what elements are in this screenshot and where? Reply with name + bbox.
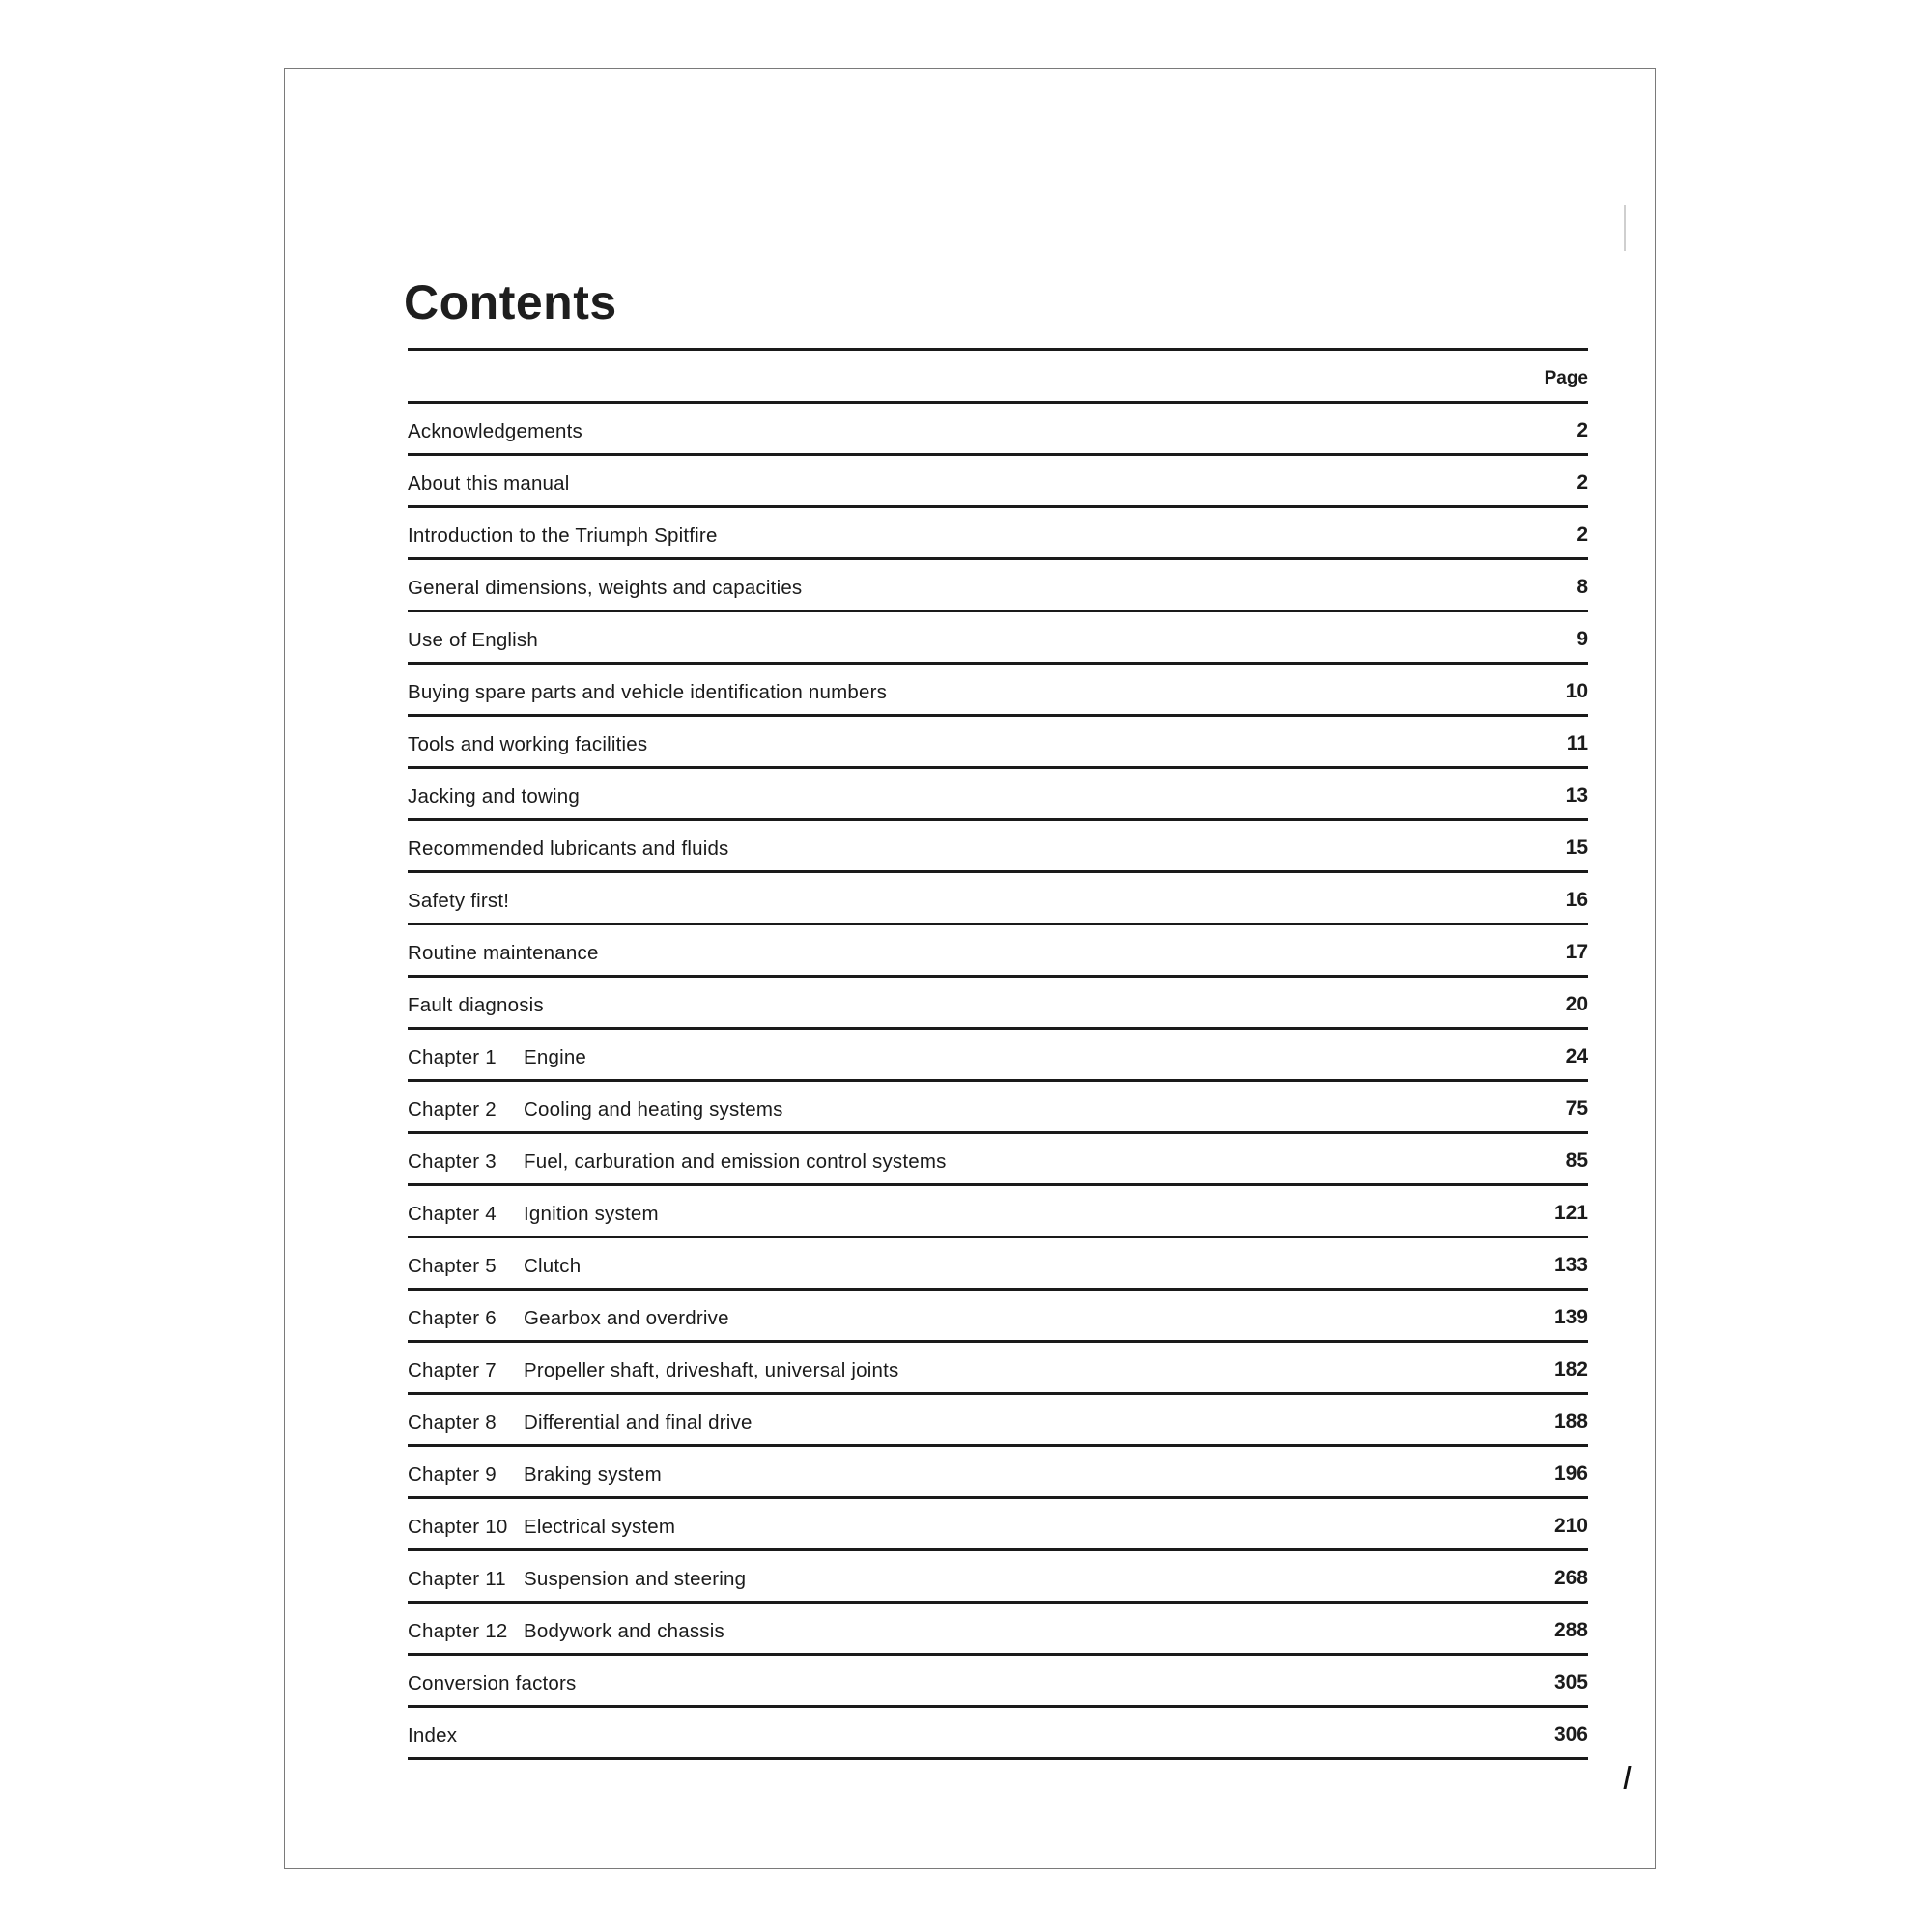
toc-entry[interactable]: [408, 453, 1588, 505]
toc-entry-title: [408, 1568, 746, 1591]
entry-label: Electrical system: [524, 1516, 676, 1538]
table-of-contents: [408, 348, 1588, 1760]
chapter-number: Chapter 2: [408, 1098, 497, 1121]
toc-rows: [408, 401, 1588, 1760]
chapter-number: Chapter 8: [408, 1411, 497, 1434]
page-number: 182: [1553, 1358, 1588, 1380]
page-number: 9: [1577, 628, 1588, 650]
toc-entry-title: [408, 525, 718, 548]
entry-label: Clutch: [524, 1255, 582, 1277]
entry-label: Engine: [524, 1046, 587, 1068]
toc-entry-title: [408, 1620, 724, 1643]
page-number: 133: [1553, 1254, 1588, 1276]
toc-entry[interactable]: [408, 1392, 1588, 1444]
toc-entry[interactable]: [408, 401, 1588, 453]
entry-label: Bodywork and chassis: [524, 1620, 724, 1642]
entry-label: Recommended lubricants and fluids: [408, 838, 729, 860]
toc-entry[interactable]: [408, 1288, 1588, 1340]
toc-entry[interactable]: [408, 975, 1588, 1027]
page-number: 306: [1553, 1723, 1588, 1746]
toc-entry[interactable]: [408, 714, 1588, 766]
page-number: 24: [1565, 1045, 1588, 1067]
page-number: 188: [1553, 1410, 1588, 1433]
entry-label: Introduction to the Triumph Spitfire: [408, 525, 718, 547]
toc-entry[interactable]: [408, 1653, 1588, 1705]
toc-entry-title: [408, 838, 729, 861]
toc-entry-title: [408, 1307, 729, 1330]
page-number: 8: [1577, 576, 1588, 598]
entry-label: Buying spare parts and vehicle identification numbers: [408, 681, 888, 703]
entry-label: Cooling and heating systems: [524, 1098, 783, 1121]
page-number: 16: [1565, 889, 1588, 911]
entry-label: Acknowledgements: [408, 420, 582, 442]
entry-label: Use of English: [408, 629, 538, 651]
chapter-number: Chapter 10: [408, 1516, 508, 1538]
toc-entry[interactable]: [408, 1548, 1588, 1601]
toc-entry-title: [408, 1255, 581, 1278]
toc-entry-title: [408, 1724, 457, 1747]
toc-entry-title: [408, 1516, 675, 1539]
toc-entry[interactable]: [408, 557, 1588, 610]
entry-label: Safety first!: [408, 890, 510, 912]
page-number: 2: [1577, 471, 1588, 494]
page-number: 75: [1565, 1097, 1588, 1120]
entry-label: Propeller shaft, driveshaft, universal joints: [524, 1359, 899, 1381]
toc-entry-title: [408, 472, 570, 496]
chapter-number: Chapter 1: [408, 1046, 497, 1068]
page-number: 2: [1577, 524, 1588, 546]
entry-label: Differential and final drive: [524, 1411, 753, 1434]
page-number: 121: [1553, 1202, 1588, 1224]
toc-entry[interactable]: [408, 923, 1588, 975]
chapter-number: Chapter 4: [408, 1203, 497, 1225]
chapter-number: Chapter 11: [408, 1568, 506, 1590]
toc-entry[interactable]: [408, 505, 1588, 557]
toc-entry-title: [408, 577, 802, 600]
toc-entry-title: [408, 1046, 586, 1069]
page-number: 268: [1553, 1567, 1588, 1589]
chapter-number: Chapter 5: [408, 1255, 497, 1277]
entry-label: About this manual: [408, 472, 570, 495]
toc-entry-title: [408, 681, 887, 704]
page-title: Contents: [404, 275, 617, 329]
toc-entry[interactable]: [408, 1705, 1588, 1760]
page-number: 20: [1565, 993, 1588, 1015]
chapter-number: Chapter 7: [408, 1359, 497, 1381]
chapter-number: Chapter 9: [408, 1463, 497, 1486]
entry-label: Fuel, carburation and emission control systems: [524, 1151, 947, 1173]
toc-entry[interactable]: [408, 1236, 1588, 1288]
page-number: 305: [1553, 1671, 1588, 1693]
page-number: 11: [1566, 732, 1588, 754]
toc-entry-title: [408, 942, 599, 965]
toc-entry[interactable]: [408, 1183, 1588, 1236]
toc-entry[interactable]: [408, 1601, 1588, 1653]
page-number: 17: [1565, 941, 1588, 963]
toc-entry-title: [408, 420, 582, 443]
toc-entry[interactable]: [408, 818, 1588, 870]
page-number: 196: [1553, 1463, 1588, 1485]
entry-label: Conversion factors: [408, 1672, 577, 1694]
entry-label: Ignition system: [524, 1203, 659, 1225]
page-column-label: Page: [1544, 368, 1588, 388]
entry-label: Tools and working facilities: [408, 733, 648, 755]
toc-entry[interactable]: [408, 1340, 1588, 1392]
entry-label: Routine maintenance: [408, 942, 599, 964]
toc-entry[interactable]: [408, 1027, 1588, 1079]
toc-entry[interactable]: [408, 610, 1588, 662]
page-column-header: [408, 351, 1588, 401]
toc-entry[interactable]: [408, 870, 1588, 923]
page-number: 13: [1565, 784, 1588, 807]
toc-entry[interactable]: [408, 1444, 1588, 1496]
page-number: 85: [1565, 1150, 1588, 1172]
entry-label: Jacking and towing: [408, 785, 580, 808]
toc-entry-title: [408, 733, 647, 756]
entry-label: Suspension and steering: [524, 1568, 747, 1590]
toc-entry[interactable]: [408, 1131, 1588, 1183]
toc-entry-title: [408, 1151, 947, 1174]
toc-entry[interactable]: [408, 766, 1588, 818]
toc-entry-title: [408, 994, 544, 1017]
toc-entry-title: [408, 890, 509, 913]
toc-entry-title: [408, 629, 538, 652]
toc-entry-title: [408, 785, 580, 809]
toc-entry-title: [408, 1359, 898, 1382]
page-number: 10: [1565, 680, 1588, 702]
chapter-number: Chapter 6: [408, 1307, 497, 1329]
entry-label: Fault diagnosis: [408, 994, 544, 1016]
toc-entry-title: [408, 1098, 783, 1122]
toc-entry-title: [408, 1203, 659, 1226]
chapter-number: Chapter 12: [408, 1620, 508, 1642]
entry-label: Gearbox and overdrive: [524, 1307, 729, 1329]
toc-entry[interactable]: [408, 1079, 1588, 1131]
entry-label: General dimensions, weights and capacities: [408, 577, 803, 599]
entry-label: Index: [408, 1724, 458, 1747]
entry-label: Braking system: [524, 1463, 662, 1486]
toc-entry-title: [408, 1672, 577, 1695]
toc-entry[interactable]: [408, 662, 1588, 714]
scan-mark: [1624, 205, 1626, 251]
page-number: 15: [1565, 837, 1588, 859]
chapter-number: Chapter 3: [408, 1151, 497, 1173]
toc-entry-title: [408, 1463, 662, 1487]
toc-entry-title: [408, 1411, 753, 1435]
page-number: 210: [1553, 1515, 1588, 1537]
page-number: 288: [1553, 1619, 1588, 1641]
toc-entry[interactable]: [408, 1496, 1588, 1548]
page-number: 2: [1577, 419, 1588, 441]
page-number: 139: [1553, 1306, 1588, 1328]
